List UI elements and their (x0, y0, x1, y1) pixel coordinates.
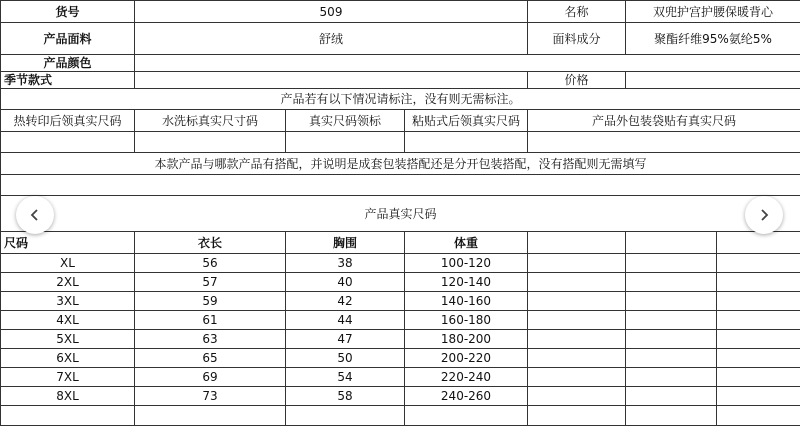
size-row (1, 349, 800, 368)
size-cell: 3XL (1, 292, 135, 311)
price-label: 价格 (528, 72, 626, 89)
empty-cell (717, 387, 800, 406)
size-row (1, 292, 800, 311)
matching-note: 本款产品与哪款产品有搭配，并说明是成套包装搭配还是分开包装搭配，没有搭配则无需填写 (1, 153, 800, 175)
length-cell: 63 (135, 330, 286, 349)
empty-cell (717, 349, 800, 368)
empty-cell (626, 330, 717, 349)
size-header-chest: 胸围 (286, 232, 405, 254)
empty-cell (626, 349, 717, 368)
size-table-title: 产品真实尺码 (1, 196, 800, 232)
length-cell: 69 (135, 368, 286, 387)
matching-values-row (1, 175, 800, 196)
label-col-3: 真实尺码领标 (286, 110, 405, 132)
empty-cell (626, 292, 717, 311)
matching-value (1, 175, 800, 196)
matching-note-row (1, 153, 800, 175)
label-val-3 (286, 132, 405, 153)
next-image-button[interactable] (745, 196, 783, 234)
size-header-length: 衣长 (135, 232, 286, 254)
weight-cell: 160-180 (405, 311, 528, 330)
name-label: 名称 (528, 1, 626, 23)
size-row (1, 311, 800, 330)
empty-cell (626, 311, 717, 330)
info-row-2 (1, 23, 800, 55)
label-val-5 (528, 132, 800, 153)
empty-cell (717, 368, 800, 387)
empty-cell (528, 330, 626, 349)
size-cell: 4XL (1, 311, 135, 330)
size-title-row (1, 196, 800, 232)
labels-note-row (1, 89, 800, 110)
empty-cell (528, 254, 626, 273)
size-cell: 5XL (1, 330, 135, 349)
size-row (1, 387, 800, 406)
size-empty-row (1, 406, 800, 426)
empty-cell (528, 349, 626, 368)
chest-cell: 42 (286, 292, 405, 311)
chevron-right-icon (757, 208, 771, 222)
empty-cell (717, 330, 800, 349)
chest-cell: 54 (286, 368, 405, 387)
size-header-size: 尺码 (1, 232, 135, 254)
weight-cell: 120-140 (405, 273, 528, 292)
empty-cell (528, 292, 626, 311)
prev-image-button[interactable] (16, 196, 54, 234)
length-cell: 65 (135, 349, 286, 368)
size-row (1, 368, 800, 387)
weight-cell: 240-260 (405, 387, 528, 406)
length-cell: 61 (135, 311, 286, 330)
length-cell: 73 (135, 387, 286, 406)
label-col-4: 粘贴式后领真实尺码 (405, 110, 528, 132)
composition-label: 面料成分 (528, 23, 626, 55)
size-cell: 7XL (1, 368, 135, 387)
composition-value: 聚酯纤维95%氨纶5% (626, 23, 800, 55)
item-no-label: 货号 (1, 1, 135, 23)
length-cell: 57 (135, 273, 286, 292)
labels-note: 产品若有以下情况请标注，没有则无需标注。 (1, 89, 800, 110)
empty-cell (717, 292, 800, 311)
color-value (135, 55, 800, 72)
weight-cell: 220-240 (405, 368, 528, 387)
chest-cell: 58 (286, 387, 405, 406)
empty-cell (528, 368, 626, 387)
size-row (1, 330, 800, 349)
fabric-label: 产品面料 (1, 23, 135, 55)
label-columns-row (1, 110, 800, 132)
info-row-4 (1, 72, 800, 89)
chest-cell: 40 (286, 273, 405, 292)
season-label: 季节款式 (1, 72, 135, 89)
empty-cell (626, 273, 717, 292)
empty-cell (717, 254, 800, 273)
weight-cell: 200-220 (405, 349, 528, 368)
label-val-1 (1, 132, 135, 153)
length-cell: 56 (135, 254, 286, 273)
size-header-empty-3 (717, 232, 800, 254)
season-value (135, 72, 528, 89)
empty-cell (717, 273, 800, 292)
label-val-2 (135, 132, 286, 153)
info-row-3 (1, 55, 800, 72)
chest-cell: 38 (286, 254, 405, 273)
size-cell: 8XL (1, 387, 135, 406)
label-col-2: 水洗标真实尺寸码 (135, 110, 286, 132)
empty-cell (528, 273, 626, 292)
chevron-left-icon (28, 208, 42, 222)
empty-cell (626, 387, 717, 406)
size-header-empty-1 (528, 232, 626, 254)
size-rows (1, 254, 800, 406)
weight-cell: 180-200 (405, 330, 528, 349)
size-cell: 2XL (1, 273, 135, 292)
color-label: 产品颜色 (1, 55, 135, 72)
empty-cell (717, 311, 800, 330)
chest-cell: 44 (286, 311, 405, 330)
info-row-1 (1, 1, 800, 23)
size-cell: 6XL (1, 349, 135, 368)
empty-cell (626, 368, 717, 387)
label-values-row (1, 132, 800, 153)
label-val-4 (405, 132, 528, 153)
label-col-5: 产品外包装袋贴有真实尺码 (528, 110, 800, 132)
empty-cell (528, 387, 626, 406)
chest-cell: 50 (286, 349, 405, 368)
weight-cell: 100-120 (405, 254, 528, 273)
size-header-empty-2 (626, 232, 717, 254)
length-cell: 59 (135, 292, 286, 311)
label-col-1: 热转印后领真实尺码 (1, 110, 135, 132)
empty-cell (528, 311, 626, 330)
size-row (1, 273, 800, 292)
item-no-value: 509 (135, 1, 528, 23)
empty-cell (626, 254, 717, 273)
chest-cell: 47 (286, 330, 405, 349)
price-value (626, 72, 800, 89)
size-header-weight: 体重 (405, 232, 528, 254)
weight-cell: 140-160 (405, 292, 528, 311)
name-value: 双兜护宫护腰保暖背心 (626, 1, 800, 23)
size-header-row (1, 232, 800, 254)
size-cell: XL (1, 254, 135, 273)
fabric-value: 舒绒 (135, 23, 528, 55)
size-row (1, 254, 800, 273)
